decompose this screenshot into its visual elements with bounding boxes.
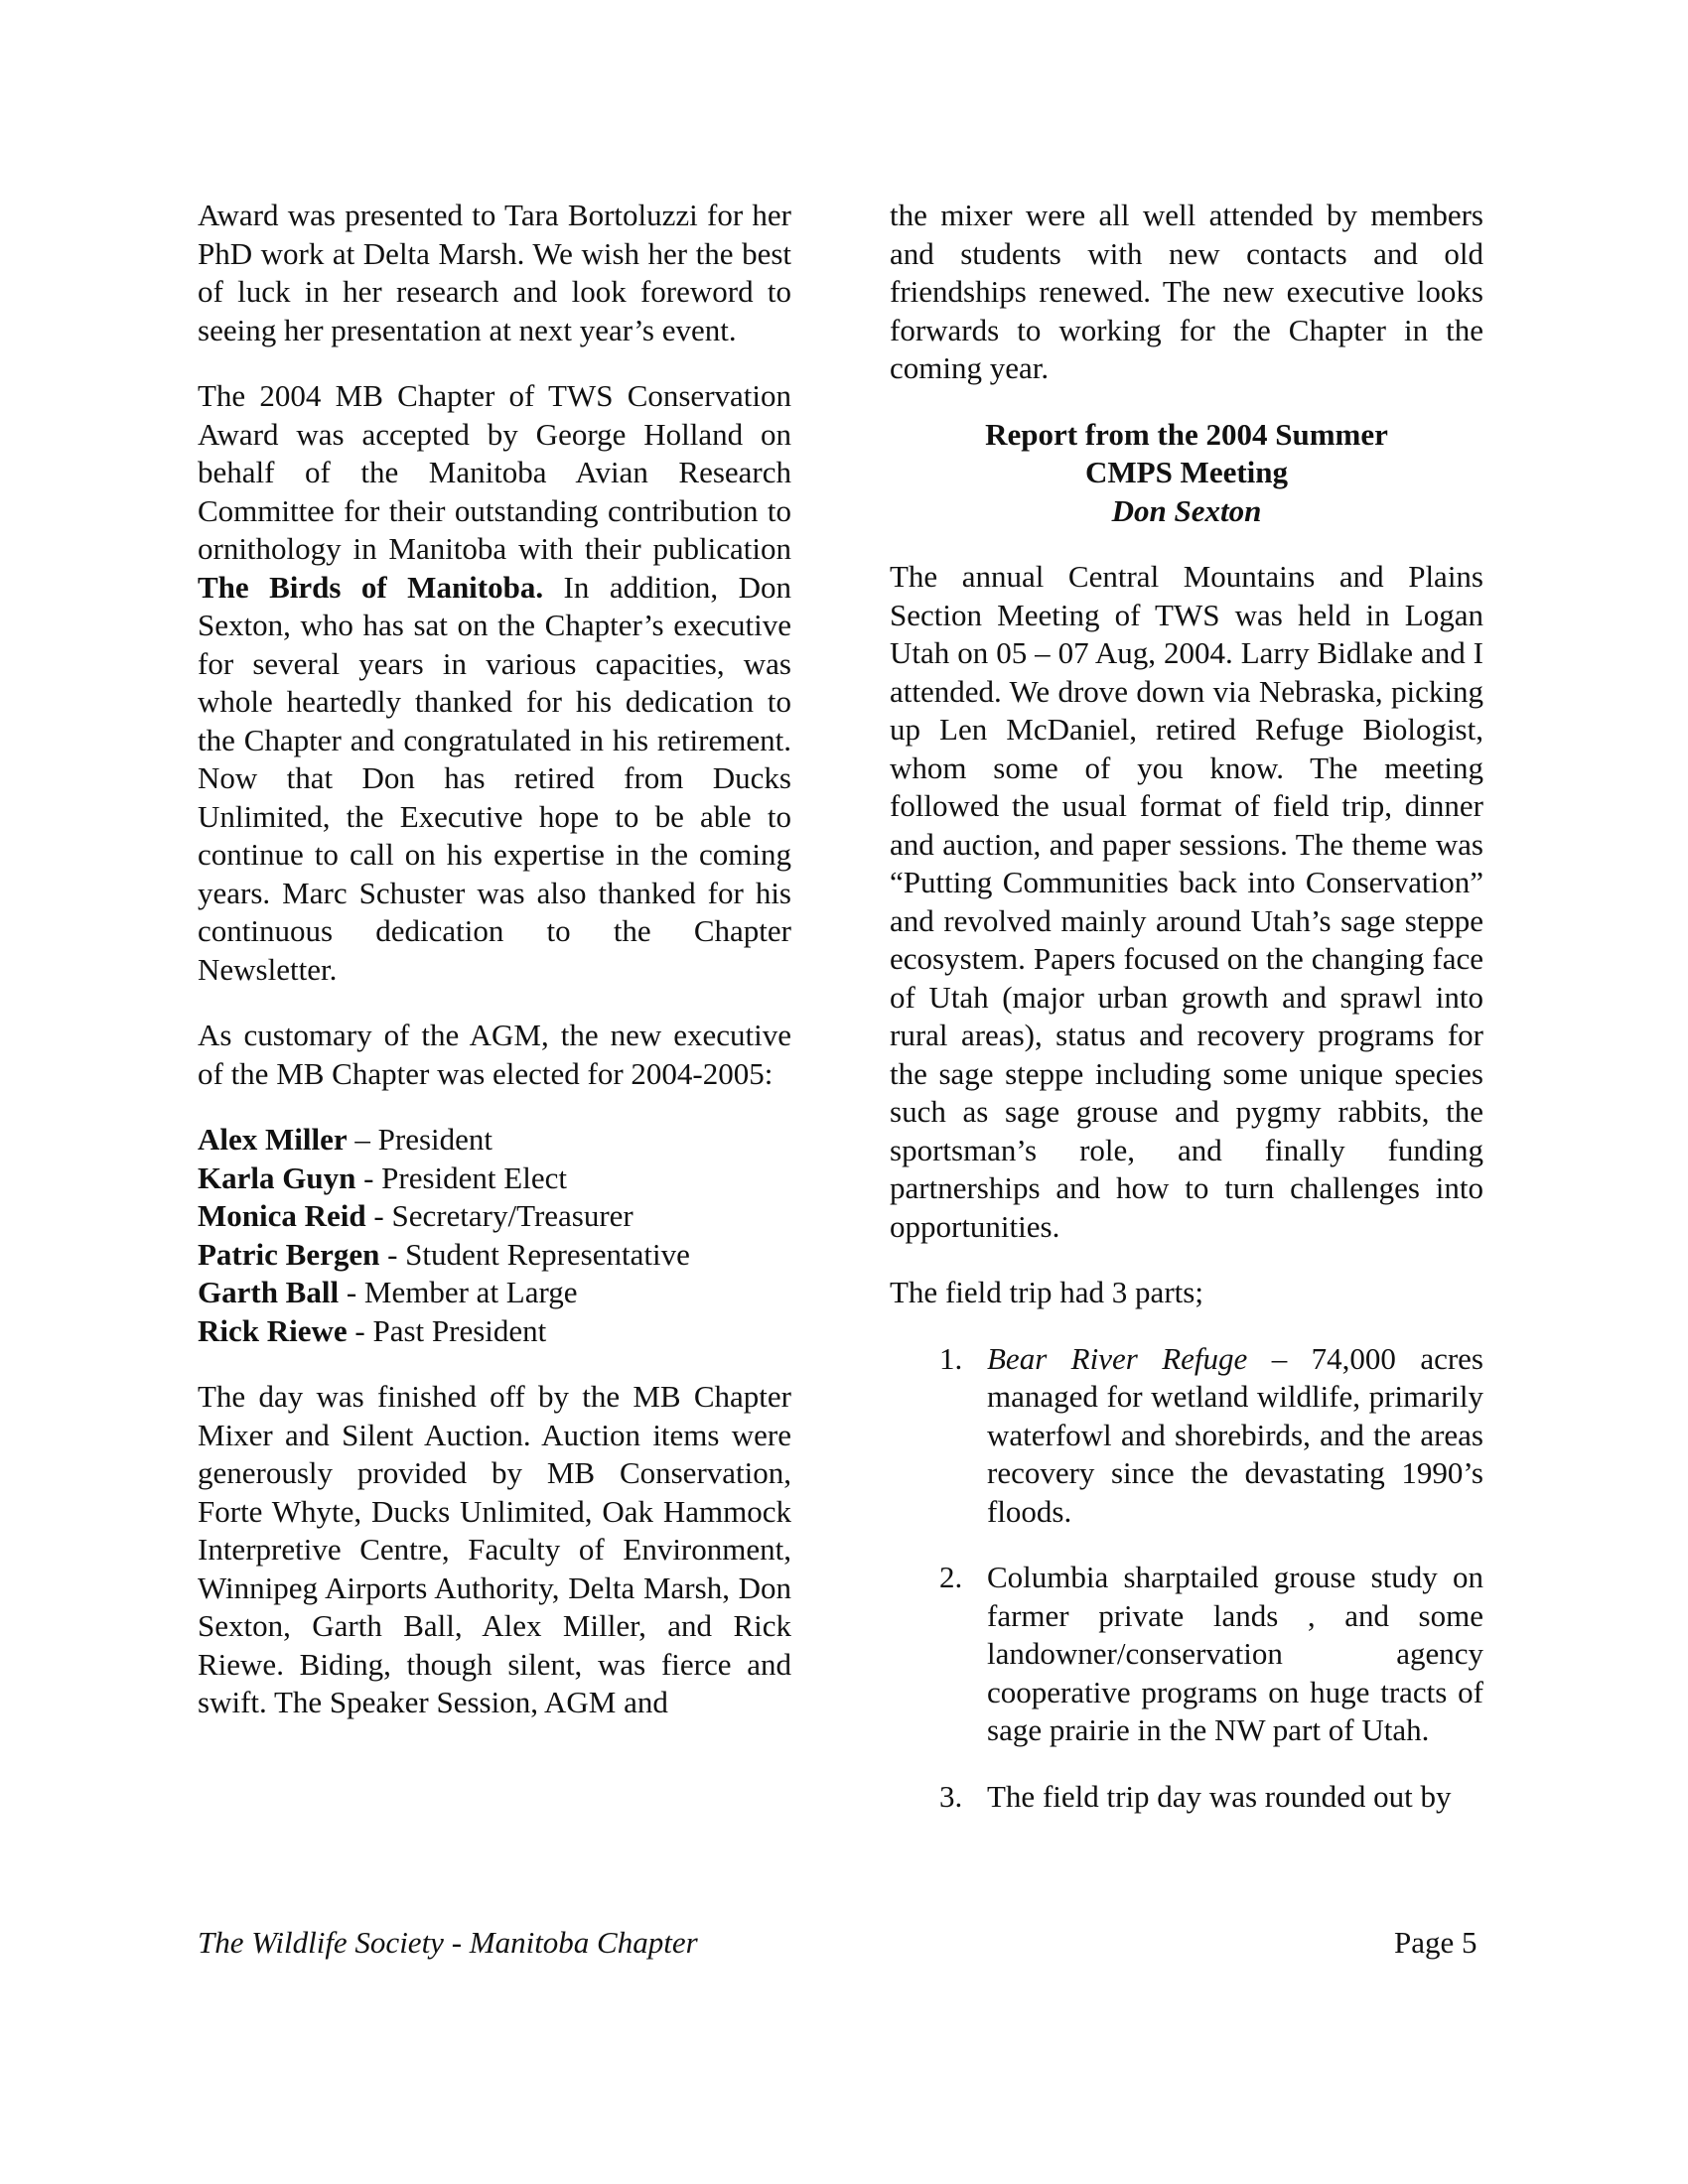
executive-name: Monica Reid xyxy=(198,1198,366,1233)
list-number: 2. xyxy=(939,1560,963,1594)
list-number: 1. xyxy=(939,1340,963,1376)
executive-name: Karla Guyn xyxy=(198,1160,356,1195)
paragraph-award: Award was presented to Tara Bortoluzzi for her PhD work at Delta Marsh. We wish her the best of luck in her research and look foreword to seeing her presentation at next year’s event. xyxy=(198,198,791,347)
executive-name: Patric Bergen xyxy=(198,1236,380,1272)
list-text xyxy=(987,1778,1483,1817)
executive-row xyxy=(198,1197,791,1236)
executive-role: - Student Representative xyxy=(379,1236,690,1272)
executive-row xyxy=(198,1236,791,1275)
list-item xyxy=(890,1340,1483,1532)
executive-role: - Secretary/Treasurer xyxy=(365,1198,633,1233)
executive-row xyxy=(198,1160,791,1198)
executive-name: Rick Riewe xyxy=(198,1312,348,1348)
paragraph-cmps: The annual Central Mountains and Plains Section Meeting of TWS was held in Logan Utah on 05 – 07 Aug, 2004. Larry Bidlake and I attended. We drove down via Nebraska, picking up Len McDaniel, retired Refuge Biologist, whom some of you know. The meeting followed the usual format of field trip, dinner and auction, and paper sessions. The theme was “Putting Communities back into Conservation” and revolved mainly around Utah’s sage steppe ecosystem. Papers focused on the changing face of Utah (major urban growth and sprawl into rural areas), status and recovery programs for the sage steppe including some unique species such as sage grouse and pygmy rabbits, the sportsman’s role, and finally funding partnerships and how to turn challenges into opportunities. xyxy=(890,559,1483,1244)
left-column xyxy=(198,197,791,1750)
executive-name: Garth Ball xyxy=(198,1275,340,1309)
list-item-body: Columbia sharptailed grouse study on farmer private lands , and some landowner/conservation agency cooperative programs on huge tracts of sage prairie in the NW part of Utah. xyxy=(987,1560,1483,1747)
paragraph-mixer: The day was finished off by the MB Chapter Mixer and Silent Auction. Auction items were generously provided by MB Conservation, Forte Whyte, Ducks Unlimited, Oak Hammock Interpretive Centre, Faculty of Environment, Winnipeg Airports Authority, Delta Marsh, Don Sexton, Garth Ball, Alex Miller, and Rick Riewe. Biding, though silent, was fierce and swift. The Speaker Session, AGM and xyxy=(198,1379,791,1719)
heading-line-2: CMPS Meeting xyxy=(1084,455,1289,489)
list-item xyxy=(890,1559,1483,1750)
list-text xyxy=(987,1340,1483,1532)
paragraph-election: As customary of the AGM, the new executive of the MB Chapter was elected for 2004-2005: xyxy=(198,1018,791,1091)
executive-row xyxy=(198,1312,791,1351)
executive-role: – President xyxy=(347,1122,493,1157)
field-trip-list xyxy=(890,1340,1483,1817)
executive-role: - President Elect xyxy=(355,1160,567,1195)
list-item-title: Bear River Refuge xyxy=(987,1340,1248,1376)
section-heading xyxy=(890,416,1483,531)
publication-title: The Birds of Manitoba. xyxy=(198,569,544,605)
conservation-award-text-cont: In addition, Don Sexton, who has sat on the Chapter’s executive for several years in various capacities, was whole heartedly thanked for his dedication to the Chapter and congratulated in his retirement. Now that Don has retired from Ducks Unlimited, the Executive hope to be able to continue to call on his expertise in the coming years. Marc Schuster was also thanked for his continuous dedication to the Chapter Newsletter. xyxy=(198,569,791,987)
page-number: Page 5 xyxy=(1394,1925,1477,1960)
list-item-body: The field trip day was rounded out by xyxy=(987,1778,1452,1814)
executive-row xyxy=(198,1274,791,1312)
executive-role: - Past President xyxy=(347,1312,547,1348)
executive-name: Alex Miller xyxy=(198,1122,348,1157)
list-text xyxy=(987,1559,1483,1750)
footer-publication: The Wildlife Society - Manitoba Chapter xyxy=(198,1925,698,1960)
list-item-body: – 74,000 acres managed for wetland wildlife, primarily waterfowl and shorebirds, and the areas recovery since the devastating 1990’s floods. xyxy=(987,1340,1483,1529)
paragraph-field-trip: The field trip had 3 parts; xyxy=(890,1275,1203,1309)
executive-row xyxy=(198,1121,791,1160)
list-number: 3. xyxy=(939,1778,963,1814)
executive-list xyxy=(198,1121,791,1350)
executive-role: - Member at Large xyxy=(339,1275,578,1309)
heading-line-1: Report from the 2004 Summer xyxy=(985,416,1388,452)
conservation-award-text: The 2004 MB Chapter of TWS Conservation Award was accepted by George Holland on behalf of the Manitoba Avian Research Committee for their outstanding contribution to ornithology in Manitoba with their publication xyxy=(198,378,791,566)
list-item xyxy=(890,1778,1483,1817)
paragraph-mixer-cont: the mixer were all well attended by members and students with new contacts and old friendships renewed. The new executive looks forwards to working for the Chapter in the coming year. xyxy=(890,198,1483,385)
paragraph-conservation-award xyxy=(198,377,791,989)
heading-author: Don Sexton xyxy=(1111,492,1262,528)
right-column xyxy=(890,197,1483,1843)
